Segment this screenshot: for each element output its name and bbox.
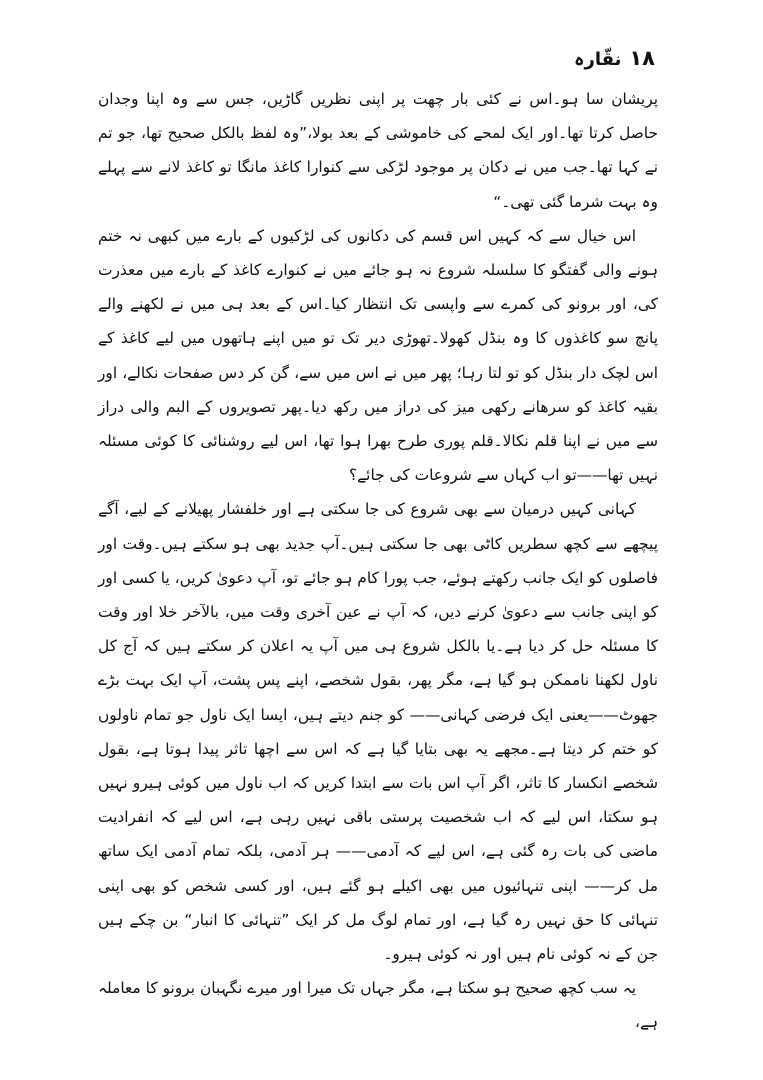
- body-text: [98, 82, 658, 1040]
- paragraph-1: پریشان سا ہو۔اس نے کئی بار چھت پر اپنی نظریں گاڑیں، جس سے وہ اپنا وجدان حاصل کرتا تھا۔اور ایک لمحے کی خاموشی کے بعد بولا،”وہ لفظ بالکل صحیح تھا، جو تم نے کہا تھا۔جب میں نے دکان پر موجود لڑکی سے کنوارا کاغذ مانگا تو کاغذ لانے سے پہلے وہ بہت شرما گئی تھی۔“: [98, 90, 658, 211]
- page-number: ۱۸: [629, 46, 655, 70]
- page-header: [574, 46, 655, 70]
- paragraph-4: یہ سب کچھ صحیح ہو سکتا ہے، مگر جہاں تک میرا اور میرے نگہبان برونو کا معاملہ ہے،: [98, 979, 658, 1032]
- paragraph-2: اس خیال سے کہ کہیں اس قسم کی دکانوں کی لڑکیوں کے بارے میں کبھی نہ ختم ہونے والی گفتگو کا سلسلہ شروع نہ ہو جائے میں نے کنوارے کاغذ کے بارے میں معذرت کی، اور برونو کی کمرے سے واپسی تک انتظار کیا۔اس کے بعد ہی میں نے لکھنے والے پانچ سو کاغذوں کا وہ بنڈل کھولا۔تھوڑی دیر تک تو میں اپنے ہاتھوں میں لیے کاغذ کے اس لچک دار بنڈل کو تو لتا رہا؛ پھر میں نے اس میں سے، گن کر دس صفحات نکالے، اور بقیہ کاغذ کو سرھانے رکھی میز کی دراز میں رکھ دیا۔پھر تصویروں کے البم والی دراز سے میں نے اپنا قلم نکالا۔قلم پوری طرح بھرا ہوا تھا، اس لیے روشنائی کا کوئی مسئلہ نہیں تھا——تو اب کہاں سے شروعات کی جائے؟: [98, 226, 658, 485]
- book-title: نقّارہ: [573, 49, 622, 70]
- paragraph-3: کہانی کہیں درمیان سے بھی شروع کی جا سکتی ہے اور خلفشار پھیلانے کے لیے، آگے پیچھے سے کچھ سطریں کاٹی بھی جا سکتی ہیں۔آپ جدید بھی ہو سکتے ہیں۔وقت اور فاصلوں کو ایک جانب رکھتے ہوئے، جب پورا کام ہو جائے تو، آپ دعویٰ کریں، یا کسی اور کو اپنی جانب سے دعویٰ کرنے دیں، کہ آپ نے عین آخری وقت میں، بالآخر خلا اور وقت کا مسئلہ حل کر دیا ہے۔یا بالکل شروع ہی میں آپ یہ اعلان کر سکتے ہیں کہ آج کل ناول لکھنا ناممکن ہو گیا ہے، مگر پھر، بقول شخصے، اپنے پس پشت، آپ ایک بہت بڑے جھوٹ——یعنی ایک فرضی کہانی—— کو جنم دیتے ہیں، ایسا ایک ناول جو تمام ناولوں کو ختم کر دیتا ہے۔مجھے یہ بھی بتایا گیا ہے کہ اس سے اچھا تاثر پیدا ہوتا ہے، بقول شخصے انکسار کا تاثر، اگر آپ اس بات سے ابتدا کریں کہ اب ناول میں کوئی ہیرو نہیں ہو سکتا، اس لیے کہ اب شخصیت پرستی باقی نہیں رہی ہے، اس لیے کہ انفرادیت ماضی کی بات رہ گئی ہے، اس لیے کہ آدمی—— ہر آدمی، بلکہ تمام آدمی ایک ساتھ مل کر—— اپنی تنہائیوں میں بھی اکیلے ہو گئے ہیں، اور کسی شخص کو بھی اپنی تنہائی کا حق نہیں رہ گیا ہے، اور تمام لوگ مل کر ایک ”تنہائی کا انبار“ بن چکے ہیں جن کے نہ کوئی نام ہیں اور نہ کوئی ہیرو۔: [98, 500, 658, 964]
